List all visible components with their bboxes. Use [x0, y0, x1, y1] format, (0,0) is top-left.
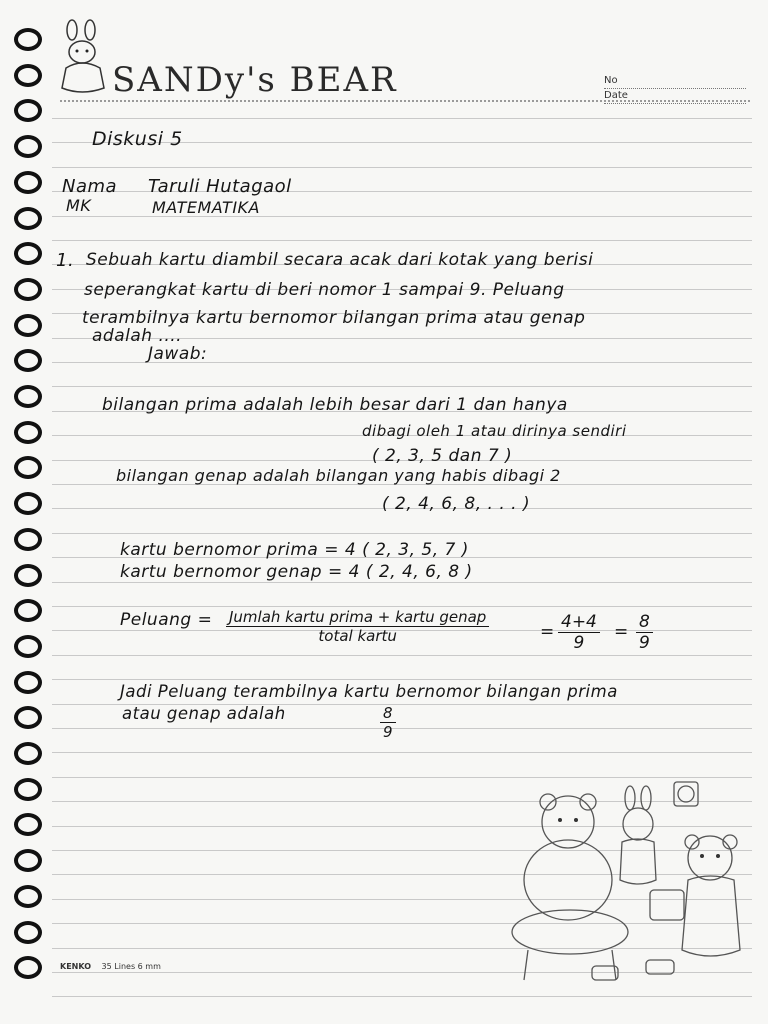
spiral-ring [14, 956, 42, 979]
ruled-line [52, 606, 752, 607]
spiral-ring [14, 207, 42, 230]
spiral-ring [14, 564, 42, 587]
spiral-ring [14, 849, 42, 872]
formula-denominator: total kartu [318, 627, 397, 645]
fraction-1-numerator: 4+4 [558, 612, 600, 633]
conclusion-line-2: atau genap adalah [122, 704, 286, 723]
spiral-ring [14, 778, 42, 801]
name-label: Nama [62, 176, 118, 197]
fraction-8-over-9 [636, 612, 653, 653]
prima-definition-2: dibagi oleh 1 atau dirinya sendiri [362, 422, 627, 440]
name-value: Taruli Hutagaol [148, 176, 292, 197]
peluang-label: Peluang = [120, 610, 213, 630]
ruled-line [52, 752, 752, 753]
spiral-ring [14, 599, 42, 622]
final-fraction [380, 704, 396, 741]
equals-sign-1: = [540, 622, 555, 642]
header-dotted-rule [60, 100, 750, 102]
spiral-ring [14, 421, 42, 444]
ruled-line [52, 679, 752, 680]
question-line-1: Sebuah kartu diambil secara acak dari kotak yang berisi [86, 250, 594, 270]
spiral-ring [14, 28, 42, 51]
ruled-line [52, 728, 752, 729]
bears-tea-party-illustration [500, 780, 762, 990]
fraction-2-numerator: 8 [636, 612, 653, 633]
formula-fraction [226, 608, 489, 645]
question-line-2: seperangkat kartu di beri nomor 1 sampai 9. Peluang [84, 280, 565, 300]
fraction-1-denominator: 9 [573, 633, 585, 653]
spiral-ring [14, 921, 42, 944]
genap-set: ( 2, 4, 6, 8, . . . ) [382, 494, 531, 514]
prima-set: ( 2, 3, 5 dan 7 ) [372, 446, 513, 466]
page-title: Diskusi 5 [92, 128, 183, 150]
course-value: MATEMATIKA [152, 198, 260, 217]
spiral-ring [14, 528, 42, 551]
spiral-ring [14, 885, 42, 908]
brand-logo: SANDy's BEAR [112, 60, 398, 100]
spiral-ring [14, 492, 42, 515]
formula-numerator: Jumlah kartu prima + kartu genap [226, 608, 489, 627]
conclusion-line-1: Jadi Peluang terambilnya kartu bernomor bilangan prima [120, 682, 618, 701]
ruled-line [52, 240, 752, 241]
final-numerator: 8 [380, 704, 396, 723]
spiral-ring [14, 242, 42, 265]
ruled-line [52, 118, 752, 119]
answer-label: Jawab: [148, 344, 208, 364]
spiral-ring [14, 64, 42, 87]
spiral-ring [14, 278, 42, 301]
footer-brand: KENKO [60, 962, 91, 971]
spiral-ring [14, 99, 42, 122]
course-label: MK [66, 196, 92, 215]
spiral-binding [14, 28, 44, 998]
spiral-ring [14, 385, 42, 408]
date-label: Date [604, 89, 746, 104]
ruled-line [52, 655, 752, 656]
question-number: 1. [56, 250, 75, 271]
ruled-line [52, 777, 752, 778]
ruled-line [52, 386, 752, 387]
fraction-2-denominator: 9 [639, 633, 650, 653]
footer [60, 962, 161, 971]
genap-definition: bilangan genap adalah bilangan yang habis dibagi 2 [116, 466, 561, 485]
bunny-logo-icon [56, 18, 112, 98]
spiral-ring [14, 813, 42, 836]
spiral-ring [14, 706, 42, 729]
spiral-ring [14, 635, 42, 658]
prima-definition-1: bilangan prima adalah lebih besar dari 1 dan hanya [102, 395, 568, 415]
spiral-ring [14, 671, 42, 694]
ruled-line [52, 996, 752, 997]
ruled-line [52, 167, 752, 168]
spiral-ring [14, 456, 42, 479]
spiral-ring [14, 742, 42, 765]
question-line-3: terambilnya kartu bernomor bilangan prima atau genap [82, 308, 586, 328]
count-genap: kartu bernomor genap = 4 ( 2, 4, 6, 8 ) [120, 562, 473, 582]
ruled-line [52, 533, 752, 534]
spiral-ring [14, 349, 42, 372]
no-label: No [604, 74, 746, 89]
final-denominator: 9 [383, 723, 393, 741]
spiral-ring [14, 135, 42, 158]
spiral-ring [14, 314, 42, 337]
question-line-4: adalah .... [92, 326, 183, 346]
footer-spec: 35 Lines 6 mm [101, 962, 161, 971]
spiral-ring [14, 171, 42, 194]
count-prima: kartu bernomor prima = 4 ( 2, 3, 5, 7 ) [120, 540, 469, 560]
equals-sign-2: = [614, 622, 629, 642]
fraction-4plus4-over-9 [558, 612, 600, 653]
